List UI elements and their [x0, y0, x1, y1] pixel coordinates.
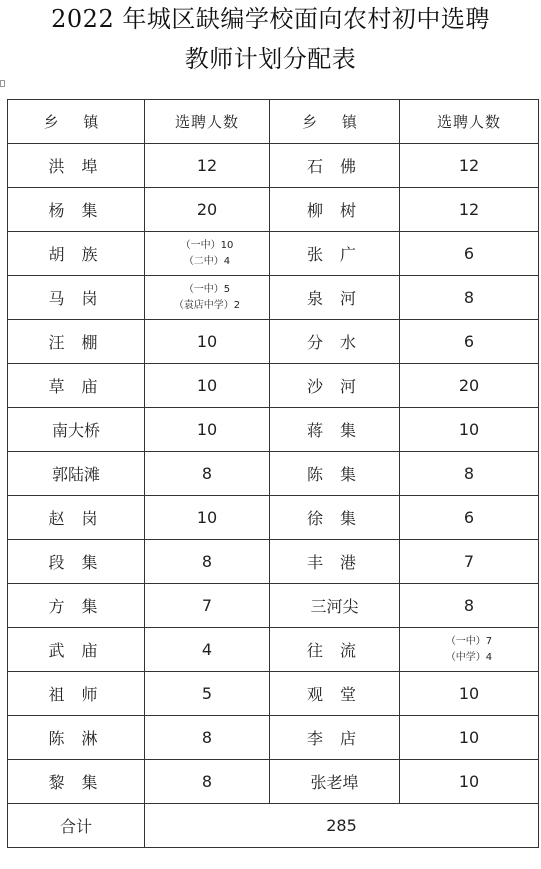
town-name-cell: 徐 集 [270, 496, 400, 540]
header-town-left: 乡 镇 [8, 100, 145, 144]
town-name-cell: 黎 集 [8, 760, 145, 804]
teacher-count-cell-line-b: （二中）4 [183, 255, 231, 267]
teacher-count-cell-line-a: （一中）5 [183, 283, 231, 295]
teacher-count-cell-line-a: （一中）7 [445, 635, 493, 647]
teacher-count-cell: 10 [400, 760, 539, 804]
total-row [8, 804, 539, 848]
teacher-count-cell: 12 [145, 144, 270, 188]
town-name-cell: 张 广 [270, 232, 400, 276]
town-name-cell: 胡 族 [8, 232, 145, 276]
table-row [8, 584, 539, 628]
table-row [8, 760, 539, 804]
town-name-cell: 沙 河 [270, 364, 400, 408]
header-count-right: 选聘人数 [400, 100, 539, 144]
teacher-count-cell: 10 [145, 320, 270, 364]
town-name-cell: 往 流 [270, 628, 400, 672]
town-name-cell: 柳 树 [270, 188, 400, 232]
town-name-cell: 汪 棚 [8, 320, 145, 364]
teacher-count-cell: 6 [400, 320, 539, 364]
teacher-count-cell: 10 [145, 364, 270, 408]
town-name-cell: 南大桥 [8, 408, 145, 452]
town-name-cell: 武 庙 [8, 628, 145, 672]
teacher-count-cell: 8 [145, 540, 270, 584]
table-row [8, 716, 539, 760]
teacher-count-cell: 8 [400, 584, 539, 628]
table-row [8, 496, 539, 540]
teacher-count-cell: 10 [400, 716, 539, 760]
teacher-count-cell: 6 [400, 232, 539, 276]
table-header-row [8, 100, 539, 144]
town-name-cell: 郭陆滩 [8, 452, 145, 496]
teacher-count-cell: 10 [400, 672, 539, 716]
town-name-cell: 三河尖 [270, 584, 400, 628]
document-title-line1: 2022 年城区缺编学校面向农村初中选聘 [51, 5, 490, 33]
town-name-cell: 分 水 [270, 320, 400, 364]
table-row [8, 364, 539, 408]
town-name-cell: 蒋 集 [270, 408, 400, 452]
teacher-count-cell [400, 628, 539, 672]
town-name-cell: 陈 集 [270, 452, 400, 496]
table-row [8, 188, 539, 232]
teacher-count-cell: 8 [400, 452, 539, 496]
table-row [8, 232, 539, 276]
teacher-count-cell-line-b: （袁店中学）2 [173, 299, 241, 311]
town-name-cell: 杨 集 [8, 188, 145, 232]
teacher-count-cell: 5 [145, 672, 270, 716]
teacher-count-cell: 10 [145, 408, 270, 452]
teacher-count-cell [145, 232, 270, 276]
town-name-cell: 洪 埠 [8, 144, 145, 188]
table-row [8, 276, 539, 320]
header-town-right: 乡 镇 [270, 100, 400, 144]
header-count-left: 选聘人数 [145, 100, 270, 144]
teacher-count-cell: 12 [400, 144, 539, 188]
table-row [8, 320, 539, 364]
teacher-count-cell: 12 [400, 188, 539, 232]
teacher-count-cell: 20 [400, 364, 539, 408]
table-row [8, 540, 539, 584]
table-row [8, 628, 539, 672]
total-value: 285 [145, 804, 539, 848]
town-name-cell: 泉 河 [270, 276, 400, 320]
teacher-count-cell: 10 [145, 496, 270, 540]
teacher-count-cell: 7 [400, 540, 539, 584]
total-label: 合计 [8, 804, 145, 848]
table-row [8, 408, 539, 452]
town-name-cell: 方 集 [8, 584, 145, 628]
town-name-cell: 陈 淋 [8, 716, 145, 760]
teacher-count-cell: 4 [145, 628, 270, 672]
teacher-count-cell: 6 [400, 496, 539, 540]
document-title-line2: 教师计划分配表 [184, 45, 357, 73]
town-name-cell: 段 集 [8, 540, 145, 584]
allocation-table [7, 99, 539, 848]
town-name-cell: 石 佛 [270, 144, 400, 188]
table-move-handle-icon[interactable] [0, 80, 5, 87]
town-name-cell: 祖 师 [8, 672, 145, 716]
teacher-count-cell: 8 [400, 276, 539, 320]
teacher-count-cell [145, 276, 270, 320]
town-name-cell: 丰 港 [270, 540, 400, 584]
table-row [8, 144, 539, 188]
town-name-cell: 赵 岗 [8, 496, 145, 540]
table-row [8, 452, 539, 496]
town-name-cell: 马 岗 [8, 276, 145, 320]
table-row [8, 672, 539, 716]
allocation-table-body [8, 100, 539, 848]
teacher-count-cell: 7 [145, 584, 270, 628]
town-name-cell: 草 庙 [8, 364, 145, 408]
teacher-count-cell-line-b: （中学）4 [445, 651, 493, 663]
teacher-count-cell: 8 [145, 760, 270, 804]
teacher-count-cell: 10 [400, 408, 539, 452]
teacher-count-cell: 20 [145, 188, 270, 232]
town-name-cell: 观 堂 [270, 672, 400, 716]
teacher-count-cell-line-a: （一中）10 [180, 239, 234, 251]
town-name-cell: 张老埠 [270, 760, 400, 804]
town-name-cell: 李 店 [270, 716, 400, 760]
teacher-count-cell: 8 [145, 452, 270, 496]
teacher-count-cell: 8 [145, 716, 270, 760]
